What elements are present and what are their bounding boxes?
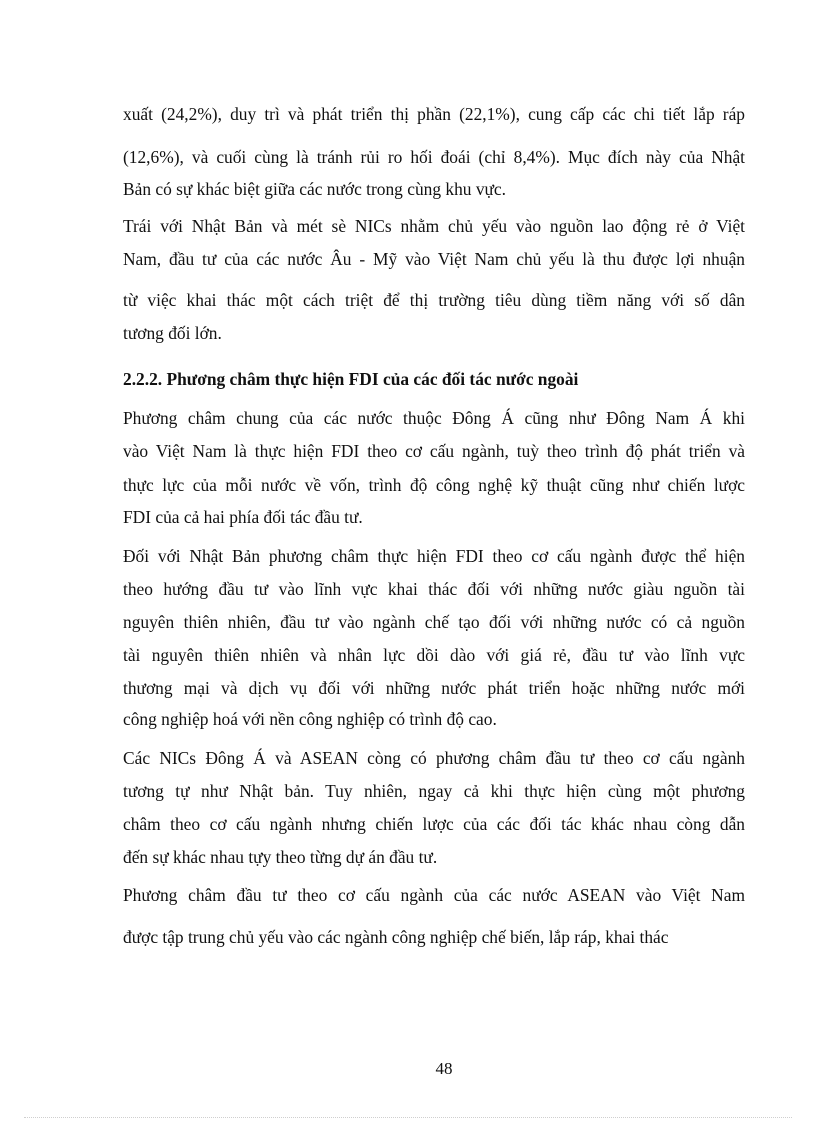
- bottom-divider: [24, 1117, 792, 1118]
- paragraph-1-line-1: xuất (24,2%), duy trì và phát triển thị phần (22,1%), cung cấp các chi tiết lắp ráp: [123, 104, 745, 124]
- paragraph-4-line-6: công nghiệp hoá với nền công nghiệp có trình độ cao.: [123, 709, 497, 729]
- paragraph-5-line-1: Các NICs Đông Á và ASEAN còng có phương châm đầu tư theo cơ cấu ngành: [123, 748, 745, 768]
- section-heading: 2.2.2. Phương châm thực hiện FDI của các đối tác nước ngoài: [123, 369, 579, 389]
- paragraph-4-line-1: Đối với Nhật Bản phương châm thực hiện FDI theo cơ cấu ngành được thể hiện: [123, 546, 745, 566]
- paragraph-3-line-2: vào Việt Nam là thực hiện FDI theo cơ cấu ngành, tuỳ theo trình độ phát triển và: [123, 441, 745, 461]
- paragraph-6-line-1: Phương châm đầu tư theo cơ cấu ngành của các nước ASEAN vào Việt Nam: [123, 885, 745, 905]
- page-number: 48: [435, 1059, 453, 1078]
- paragraph-5-line-4: đến sự khác nhau tựy theo từng dự án đầu tư.: [123, 847, 438, 867]
- paragraph-5-line-2: tương tự như Nhật bản. Tuy nhiên, ngay cả khi thực hiện cùng một phương: [123, 781, 745, 801]
- paragraph-5-line-3: châm theo cơ cấu ngành nhưng chiến lược của các đối tác khác nhau còng dẫn: [123, 814, 745, 834]
- paragraph-3-line-4: FDI của cả hai phía đối tác đầu tư.: [123, 507, 363, 527]
- paragraph-3-line-3: thực lực của mỗi nước về vốn, trình độ công nghệ kỹ thuật cũng như chiến lược: [123, 475, 745, 495]
- paragraph-1-line-3: Bản có sự khác biệt giữa các nước trong cùng khu vực.: [123, 179, 507, 199]
- paragraph-6-line-2: được tập trung chủ yếu vào các ngành công nghiệp chế biến, lắp ráp, khai thác: [123, 927, 669, 947]
- paragraph-1-line-2: (12,6%), và cuối cùng là tránh rủi ro hối đoái (chỉ 8,4%). Mục đích này của Nhật: [123, 147, 745, 167]
- paragraph-2-line-4: tương đối lớn.: [123, 323, 222, 343]
- paragraph-4-line-5: thương mại và dịch vụ đối với những nước phát triển hoặc những nước mới: [123, 678, 745, 698]
- paragraph-2-line-2: Nam, đầu tư của các nước Âu - Mỹ vào Việt Nam chủ yếu là thu được lợi nhuận: [123, 249, 745, 269]
- paragraph-4-line-3: nguyên thiên nhiên, đầu tư vào ngành chế tạo đối với những nước có cả nguồn: [123, 612, 745, 632]
- paragraph-3-line-1: Phương châm chung của các nước thuộc Đông Á cũng như Đông Nam Á khi: [123, 408, 745, 428]
- paragraph-2-line-3: từ việc khai thác một cách triệt để thị trường tiêu dùng tiềm năng với số dân: [123, 290, 745, 310]
- paragraph-4-line-4: tài nguyên thiên nhiên và nhân lực dồi dào với giá rẻ, đầu tư vào lĩnh vực: [123, 645, 745, 665]
- paragraph-4-line-2: theo hướng đầu tư vào lĩnh vực khai thác đối với những nước giàu nguồn tài: [123, 579, 745, 599]
- paragraph-2-line-1: Trái với Nhật Bản và mét sè NICs nhằm chủ yếu vào nguồn lao động rẻ ở Việt: [123, 216, 745, 236]
